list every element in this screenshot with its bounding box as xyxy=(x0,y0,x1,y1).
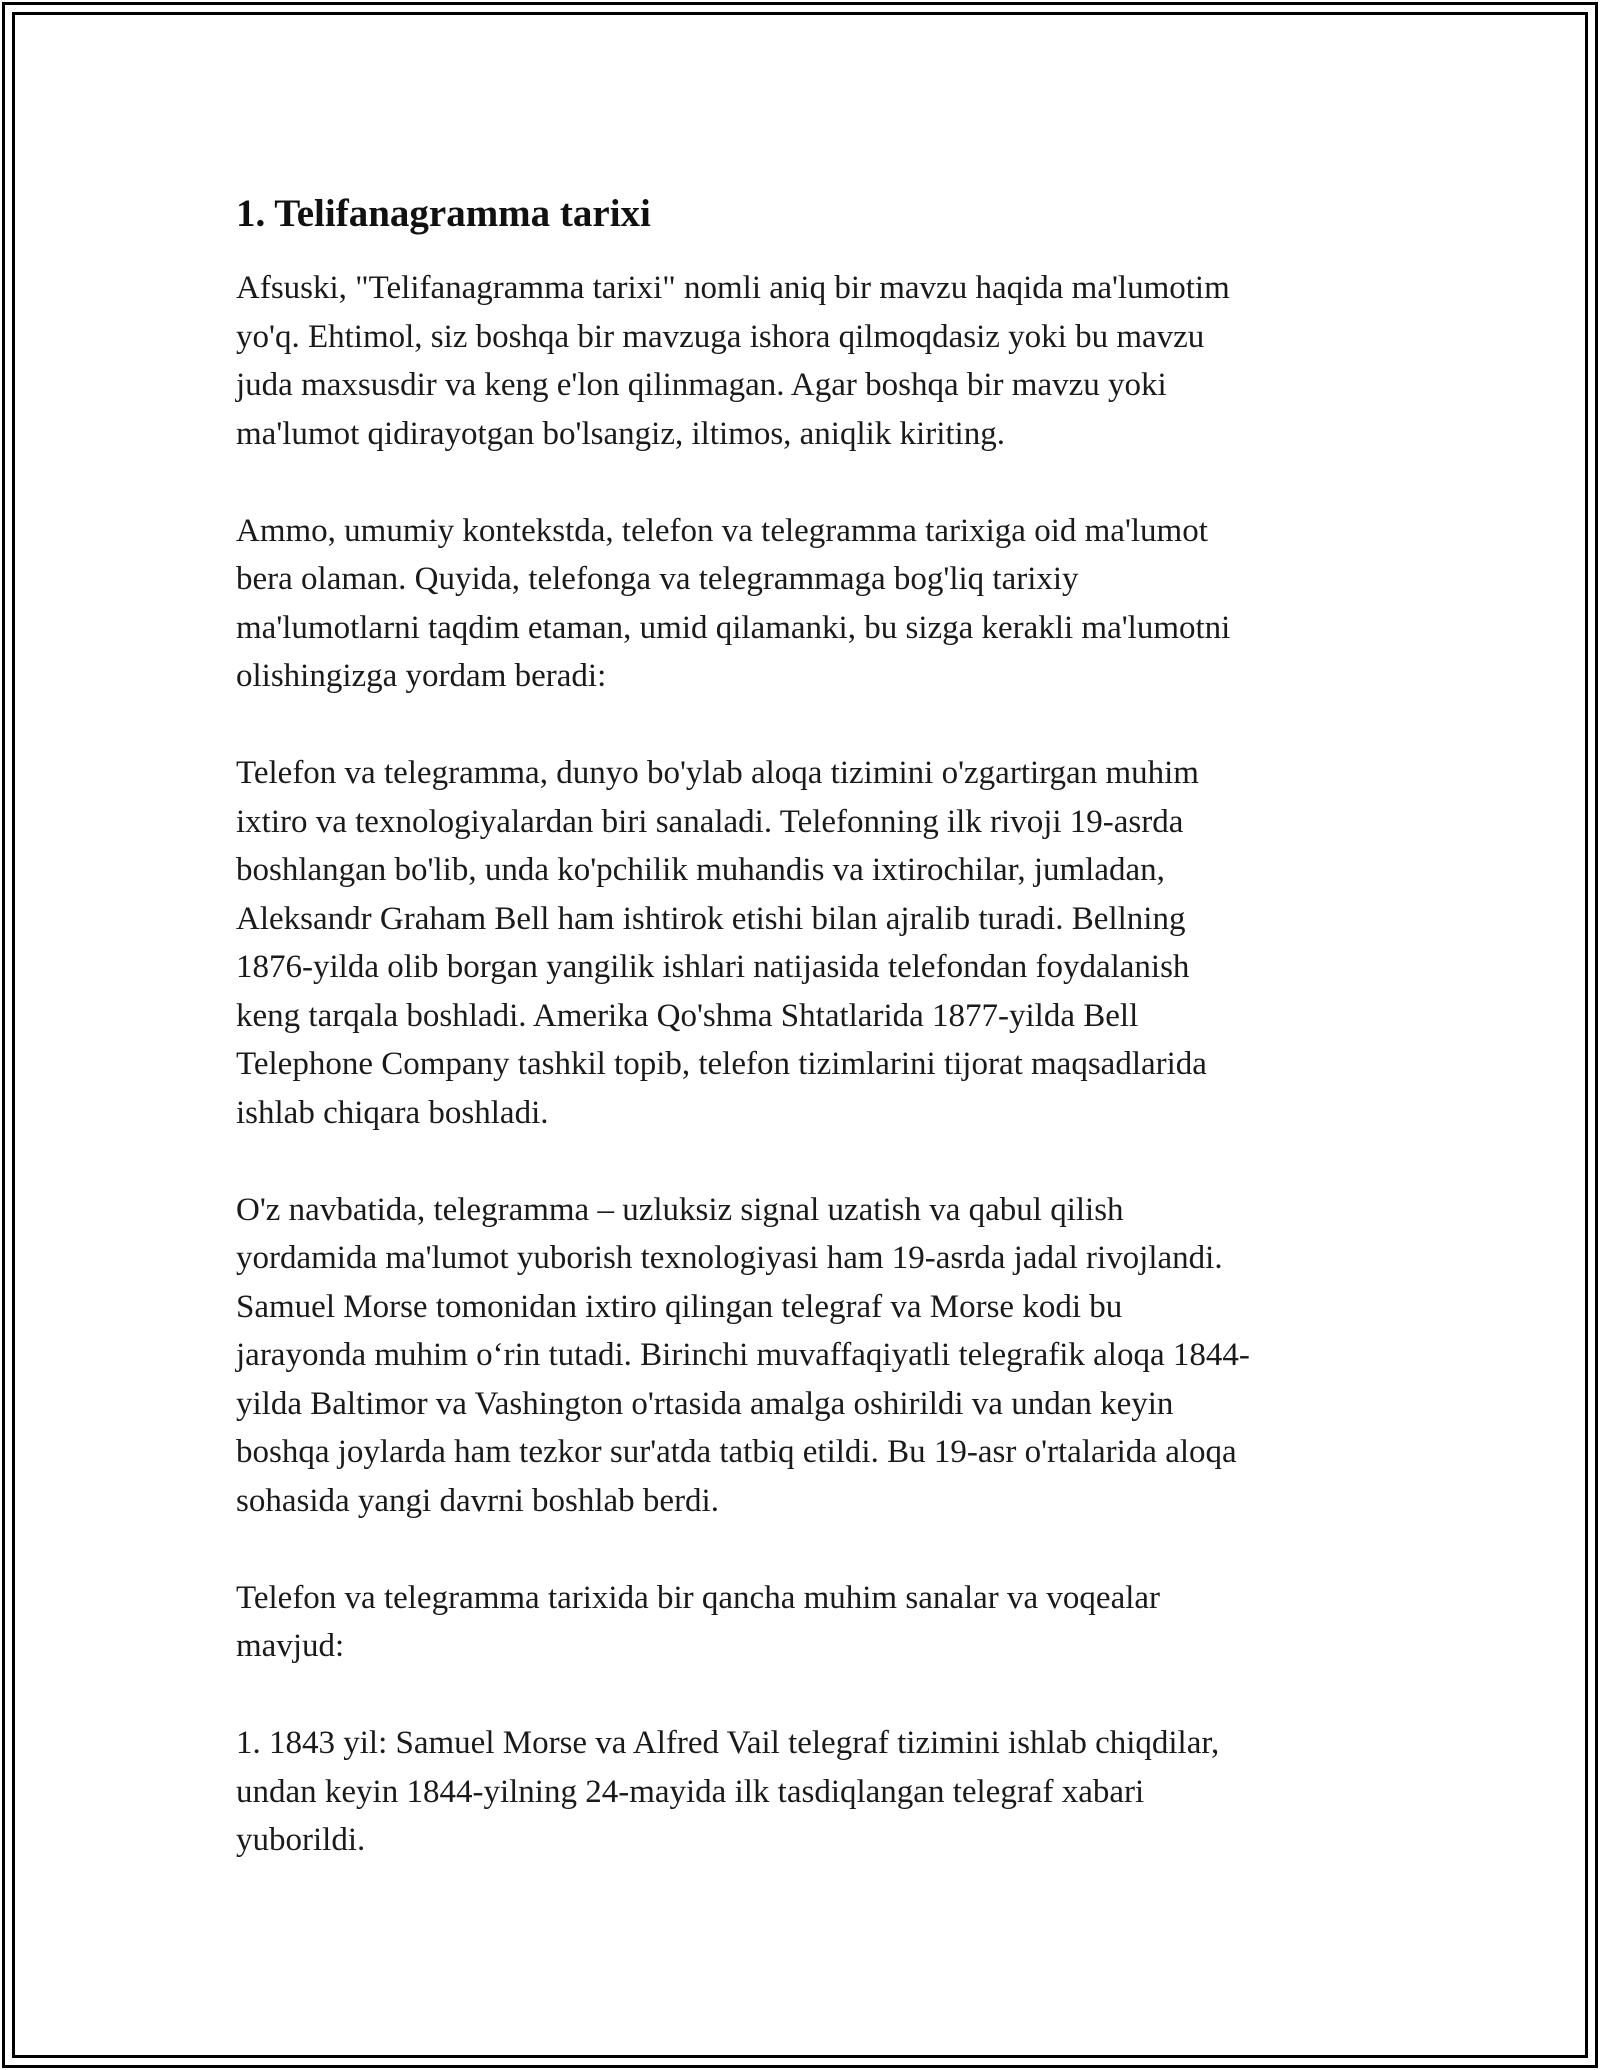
document-page xyxy=(236,190,1366,1913)
text-line: bera olaman. Quyida, telefonga va telegrammaga bog'liq tarixiy xyxy=(236,561,1079,597)
text-line: jarayonda muhim oʻrin tutadi. Birinchi muvaffaqiyatli telegrafik aloqa 1844- xyxy=(236,1337,1250,1373)
text-line: yilda Baltimor va Vashington o'rtasida amalga oshirildi va undan keyin xyxy=(236,1385,1174,1422)
text-line: 1. 1843 yil: Samuel Morse va Alfred Vail telegraf tizimini ishlab chiqdilar, xyxy=(236,1725,1220,1761)
text-line: olishingizga yordam beradi: xyxy=(236,658,607,694)
text-line: sohasida yangi davrni boshlab berdi. xyxy=(236,1482,719,1519)
list-item-1843 xyxy=(236,1719,1366,1865)
text-line: undan keyin 1844-yilning 24-mayida ilk tasdiqlangan telegraf xabari xyxy=(236,1773,1145,1810)
text-line: mavjud: xyxy=(236,1628,345,1664)
text-line: Afsuski, "Telifanagramma tarixi" nomli aniq bir mavzu haqida ma'lumotim xyxy=(236,270,1230,306)
paragraph-telegram xyxy=(236,1186,1366,1526)
text-line: boshlangan bo'lib, unda ko'pchilik muhandis va ixtirochilar, jumladan, xyxy=(236,852,1165,888)
paragraph-telephone xyxy=(236,749,1366,1137)
text-line: ixtiro va texnologiyalardan biri sanaladi. Telefonning ilk rivoji 19-asrda xyxy=(236,803,1184,840)
text-line: Aleksandr Graham Bell ham ishtirok etishi bilan ajralib turadi. Bellning xyxy=(236,900,1186,937)
paragraph-intro xyxy=(236,264,1366,458)
text-line: ma'lumot qidirayotgan bo'lsangiz, iltimos, aniqlik kiriting. xyxy=(236,415,1005,452)
paragraph-dates-intro xyxy=(236,1574,1366,1671)
text-line: Samuel Morse tomonidan ixtiro qilingan telegraf va Morse kodi bu xyxy=(236,1288,1123,1325)
text-line: Telefon va telegramma tarixida bir qancha muhim sanalar va voqealar xyxy=(236,1579,1161,1616)
text-line: keng tarqala boshladi. Amerika Qo'shma Shtatlarida 1877-yilda Bell xyxy=(236,997,1139,1034)
text-line: yo'q. Ehtimol, siz boshqa bir mavzuga ishora qilmoqdasiz yoki bu mavzu xyxy=(236,318,1205,355)
text-line: Telefon va telegramma, dunyo bo'ylab aloqa tizimini o'zgartirgan muhim xyxy=(236,755,1199,791)
text-line: Ammo, umumiy kontekstda, telefon va telegramma tarixiga oid ma'lumot xyxy=(236,512,1208,549)
document-title: 1. Telifanagramma tarixi xyxy=(236,192,651,235)
text-line: 1876-yilda olib borgan yangilik ishlari natijasida telefondan foydalanish xyxy=(236,949,1190,985)
text-line: juda maxsusdir va keng e'lon qilinmagan. Agar boshqa bir mavzu yoki xyxy=(236,367,1167,403)
text-line: ma'lumotlarni taqdim etaman, umid qilamanki, bu sizga kerakli ma'lumotni xyxy=(236,609,1231,646)
text-line: Telephone Company tashkil topib, telefon tizimlarini tijorat maqsadlarida xyxy=(236,1046,1207,1082)
text-line: boshqa joylarda ham tezkor sur'atda tatbiq etildi. Bu 19-asr o'rtalarida aloqa xyxy=(236,1434,1237,1470)
text-line: O'z navbatida, telegramma – uzluksiz signal uzatish va qabul qilish xyxy=(236,1191,1124,1228)
text-line: ishlab chiqara boshladi. xyxy=(236,1094,549,1131)
text-line: yuborildi. xyxy=(236,1822,366,1858)
text-line: yordamida ma'lumot yuborish texnologiyasi ham 19-asrda jadal rivojlandi. xyxy=(236,1240,1223,1276)
paragraph-context xyxy=(236,507,1366,701)
